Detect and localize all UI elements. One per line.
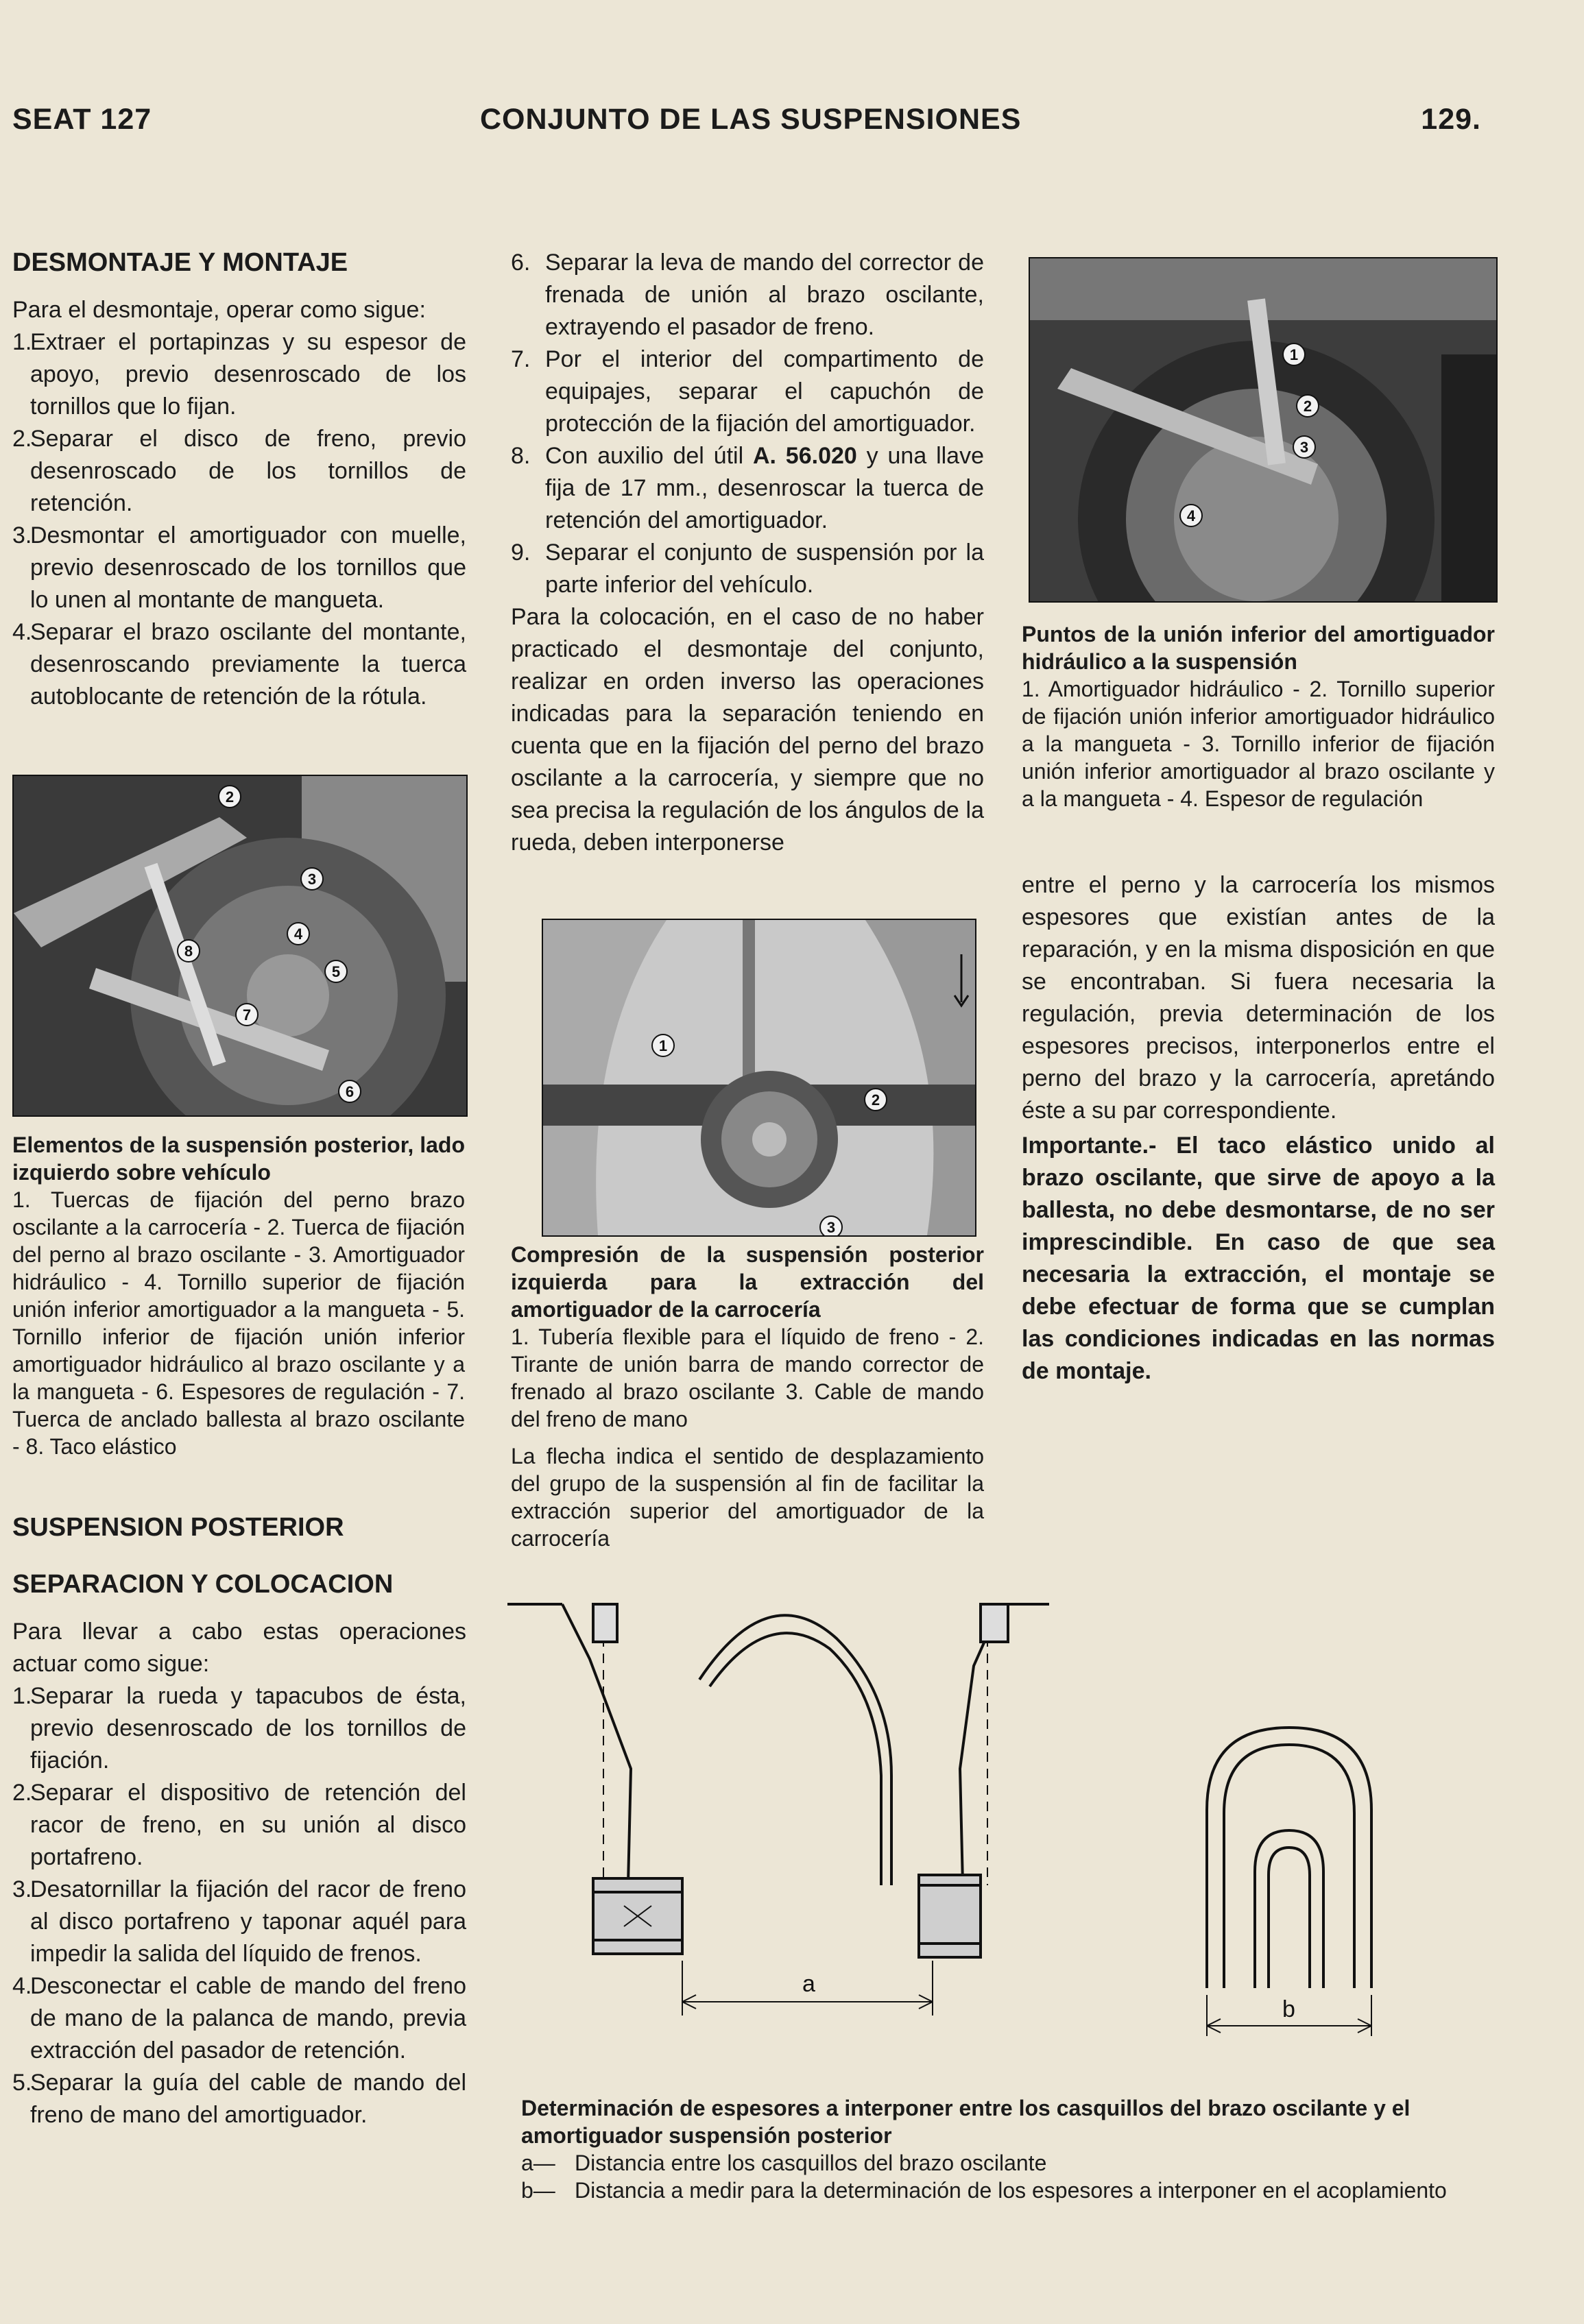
step-number: 4. (12, 1973, 32, 1999)
callout-label: 3 (1299, 439, 1309, 456)
photo-illustration (14, 776, 466, 1115)
step-number: 6. (511, 250, 531, 276)
legend-text: Distancia a medir para la determinación de los espesores a interponer en el acoplamiento (575, 2178, 1447, 2203)
list-item (12, 616, 466, 713)
caption-photo-3 (1022, 620, 1495, 812)
step-text: Con auxilio del útil (545, 443, 753, 469)
step-number: 2. (12, 1780, 32, 1806)
list-item (12, 1970, 466, 2067)
steps-continued (511, 247, 984, 601)
list-item (12, 520, 466, 616)
list-item (12, 2067, 466, 2131)
step-text: Separar la rueda y tapacubos de ésta, previo desenroscado de los tornillos de fijación. (30, 1683, 466, 1774)
caption-text: 1. Tubería flexible para el líquido de freno - 2. Tirante de unión barra de mando corrector de frenado al brazo oscilante 3. Cable de mando del freno de mano (511, 1324, 984, 1431)
caption-text: 1. Amortiguador hidráulico - 2. Tornillo superior de fijación unión inferior amortiguador hidráulico a la mangueta - 3. Tornillo inferior de fijación unión inferior amortiguador al brazo oscilante y a la mangueta - 4. Espesor de regulación (1022, 677, 1495, 811)
steps-desmontaje (12, 326, 466, 713)
step-text: Separar el brazo oscilante del montante, desenroscando previamente la tuerca autoblocante de retención de la rótula. (30, 619, 466, 710)
heading-desmontaje: DESMONTAJE Y MONTAJE (12, 248, 348, 277)
callout-label: 5 (331, 963, 341, 980)
step-number: 3. (12, 522, 32, 548)
callout-label: 8 (184, 943, 193, 960)
photo-lower-shock-mount (1029, 257, 1498, 603)
list-item (511, 247, 984, 343)
page-number: 129. (1421, 103, 1481, 136)
step-number: 7. (511, 346, 531, 372)
list-item (511, 537, 984, 601)
heading-suspension-posterior: SUSPENSION POSTERIOR (12, 1513, 344, 1542)
step-number: 4. (12, 619, 32, 645)
caption-title: Determinación de espesores a interponer entre los casquillos del brazo oscilante y el amortiguador suspensión posterior (521, 2096, 1411, 2148)
step-number: 9. (511, 540, 531, 566)
list-item (12, 1874, 466, 1970)
step-text: Separar la guía del cable de mando del freno de mano del amortiguador. (30, 2070, 466, 2128)
list-item (521, 2177, 1495, 2204)
step-number: 8. (511, 443, 531, 469)
steps-separacion (12, 1680, 466, 2131)
important-text: El taco elástico unido al brazo oscilante, que sirve de apoyo a la ballesta, no debe desmontarse, de no ser imprescindible. En caso de que sea necesaria la extracción, el montaje se debe efectuar de forma que se cumplan las condiciones indicadas en las normas de montaje. (1022, 1133, 1495, 1384)
caption-extra: La flecha indica el sentido de desplazamiento del grupo de la suspensión al fin de facilitar la extracción superior del amortiguador de la carrocería (511, 1444, 984, 1551)
important-label: Importante.- (1022, 1133, 1157, 1159)
dimension-label-a: a (802, 1971, 815, 1997)
caption-photo-1 (12, 1131, 465, 1460)
intro-desmontaje: Para el desmontaje, operar como sigue: (12, 297, 426, 323)
intro-separacion: Para llevar a cabo estas operaciones actuar como sigue: (12, 1619, 466, 1677)
step-text: Desatornillar la fijación del racor de freno al disco portafreno y taponar aquél para impedir la salida del líquido de frenos. (30, 1876, 466, 1967)
callout-label: 4 (293, 925, 303, 943)
callout-label: 3 (826, 1219, 836, 1235)
step-text: Por el interior del compartimento de equipajes, separar el capuchón de protección de la fijación del amortiguador. (545, 346, 984, 437)
step-text: y una llave fija de 17 mm., desenroscar la tuerca de retención del amortiguador. (545, 443, 984, 533)
step-number: 3. (12, 1876, 32, 1902)
callout-label: 3 (307, 871, 317, 888)
paragraph-espesores: entre el perno y la carrocería los mismos espesores que existían antes de la reparación, y en la misma disposición en que se encontraban. Si fuera necesaria la regulación, previa determinación de los espesores precisos, interponerlos entre el perno del brazo y la carrocería, apretándo éste a su par correspondiente. (1022, 872, 1495, 1124)
callout-label: 2 (225, 788, 235, 806)
step-number: 2. (12, 426, 32, 452)
step-number: 5. (12, 2070, 32, 2096)
column-right (1022, 869, 1495, 1388)
caption-text: 1. Tuercas de fijación del perno brazo oscilante a la carrocería - 2. Tuerca de fijación del perno al brazo oscilante - 3. Amortiguador hidráulico - 4. Tornillo superior de fijación unión inferior amortiguador a la mangueta - 5. Tornillo inferior de fijación unión inferior amortiguador hidráulico al brazo oscilante y a la mangueta - 6. Espesores de regulación - 7. Tuerca de anclado ballesta al brazo oscilante - 8. Taco elástico (12, 1187, 465, 1459)
step-text: Separar el disco de freno, previo desenroscado de los tornillos de retención. (30, 426, 466, 516)
column-left-bottom (12, 1512, 466, 2131)
column-middle (511, 247, 984, 859)
column-left (12, 247, 466, 713)
heading-separacion: SEPARACION Y COLOCACION (12, 1570, 394, 1599)
list-item (521, 2149, 1495, 2177)
dimension-label-b: b (1282, 1996, 1295, 2022)
callout-label: 2 (871, 1091, 880, 1109)
caption-title: Puntos de la unión inferior del amortiguador hidráulico a la suspensión (1022, 622, 1495, 674)
step-text: Extraer el portapinzas y su espesor de apoyo, previo desenroscado de los tornillos que lo fijan. (30, 329, 466, 420)
callout-label: 1 (1289, 346, 1299, 363)
step-text: Desmontar el amortiguador con muelle, previo desenroscado de los tornillos que lo unen al montante de mangueta. (30, 522, 466, 613)
photo-illustration (543, 920, 975, 1235)
paragraph-colocacion: Para la colocación, en el caso de no haber practicado el desmontaje del conjunto, realizar en orden inverso las operaciones indicadas para la separación teniendo en cuenta que en la fijación del perno del brazo oscilante a la carrocería, y siempre que no sea precisa la regulación de los ángulos de la rueda, deben interponerse (511, 604, 984, 856)
step-text: Separar el dispositivo de retención del racor de freno, en su unión al disco portafreno. (30, 1780, 466, 1870)
photo-suspension-compression (542, 919, 976, 1237)
header-section-title: CONJUNTO DE LAS SUSPENSIONES (480, 103, 1022, 136)
list-item (511, 440, 984, 537)
list-item (511, 343, 984, 440)
legend-key: b— (521, 2178, 555, 2203)
caption-photo-2 (511, 1241, 984, 1552)
list-item (12, 1777, 466, 1874)
callout-label: 4 (1186, 507, 1196, 524)
caption-title: Elementos de la suspensión posterior, lado izquierdo sobre vehículo (12, 1133, 465, 1185)
page-header (0, 103, 1584, 144)
step-text: Desconectar el cable de mando del freno de mano de la palanca de mando, previa extracción del pasador de retención. (30, 1973, 466, 2063)
photo-rear-suspension-elements (12, 775, 468, 1117)
step-text: Separar el conjunto de suspensión por la parte inferior del vehículo. (545, 540, 984, 598)
step-number: 1. (12, 1683, 32, 1709)
caption-diagram (521, 2094, 1495, 2204)
callout-label: 2 (1303, 398, 1312, 415)
step-text: Separar la leva de mando del corrector de frenada de unión al brazo oscilante, extrayendo el pasador de freno. (545, 250, 984, 340)
callout-label: 7 (242, 1006, 252, 1024)
list-item (12, 326, 466, 423)
legend-key: a— (521, 2151, 555, 2175)
step-number: 1. (12, 329, 32, 355)
list-item (12, 1680, 466, 1777)
callout-label: 6 (345, 1083, 355, 1100)
list-item (12, 423, 466, 520)
important-note (1022, 1130, 1495, 1388)
diagram-bushing-distances (507, 1597, 1509, 2091)
header-model: SEAT 127 (12, 103, 152, 136)
caption-title: Compresión de la suspensión posterior izquierda para la extracción del amortiguador de la carrocería (511, 1242, 984, 1322)
photo-illustration (1030, 258, 1496, 601)
diagram-drawing (507, 1597, 1509, 2091)
tool-code: A. 56.020 (752, 443, 857, 469)
legend-text: Distancia entre los casquillos del brazo oscilante (575, 2151, 1047, 2175)
callout-label: 1 (658, 1037, 668, 1054)
